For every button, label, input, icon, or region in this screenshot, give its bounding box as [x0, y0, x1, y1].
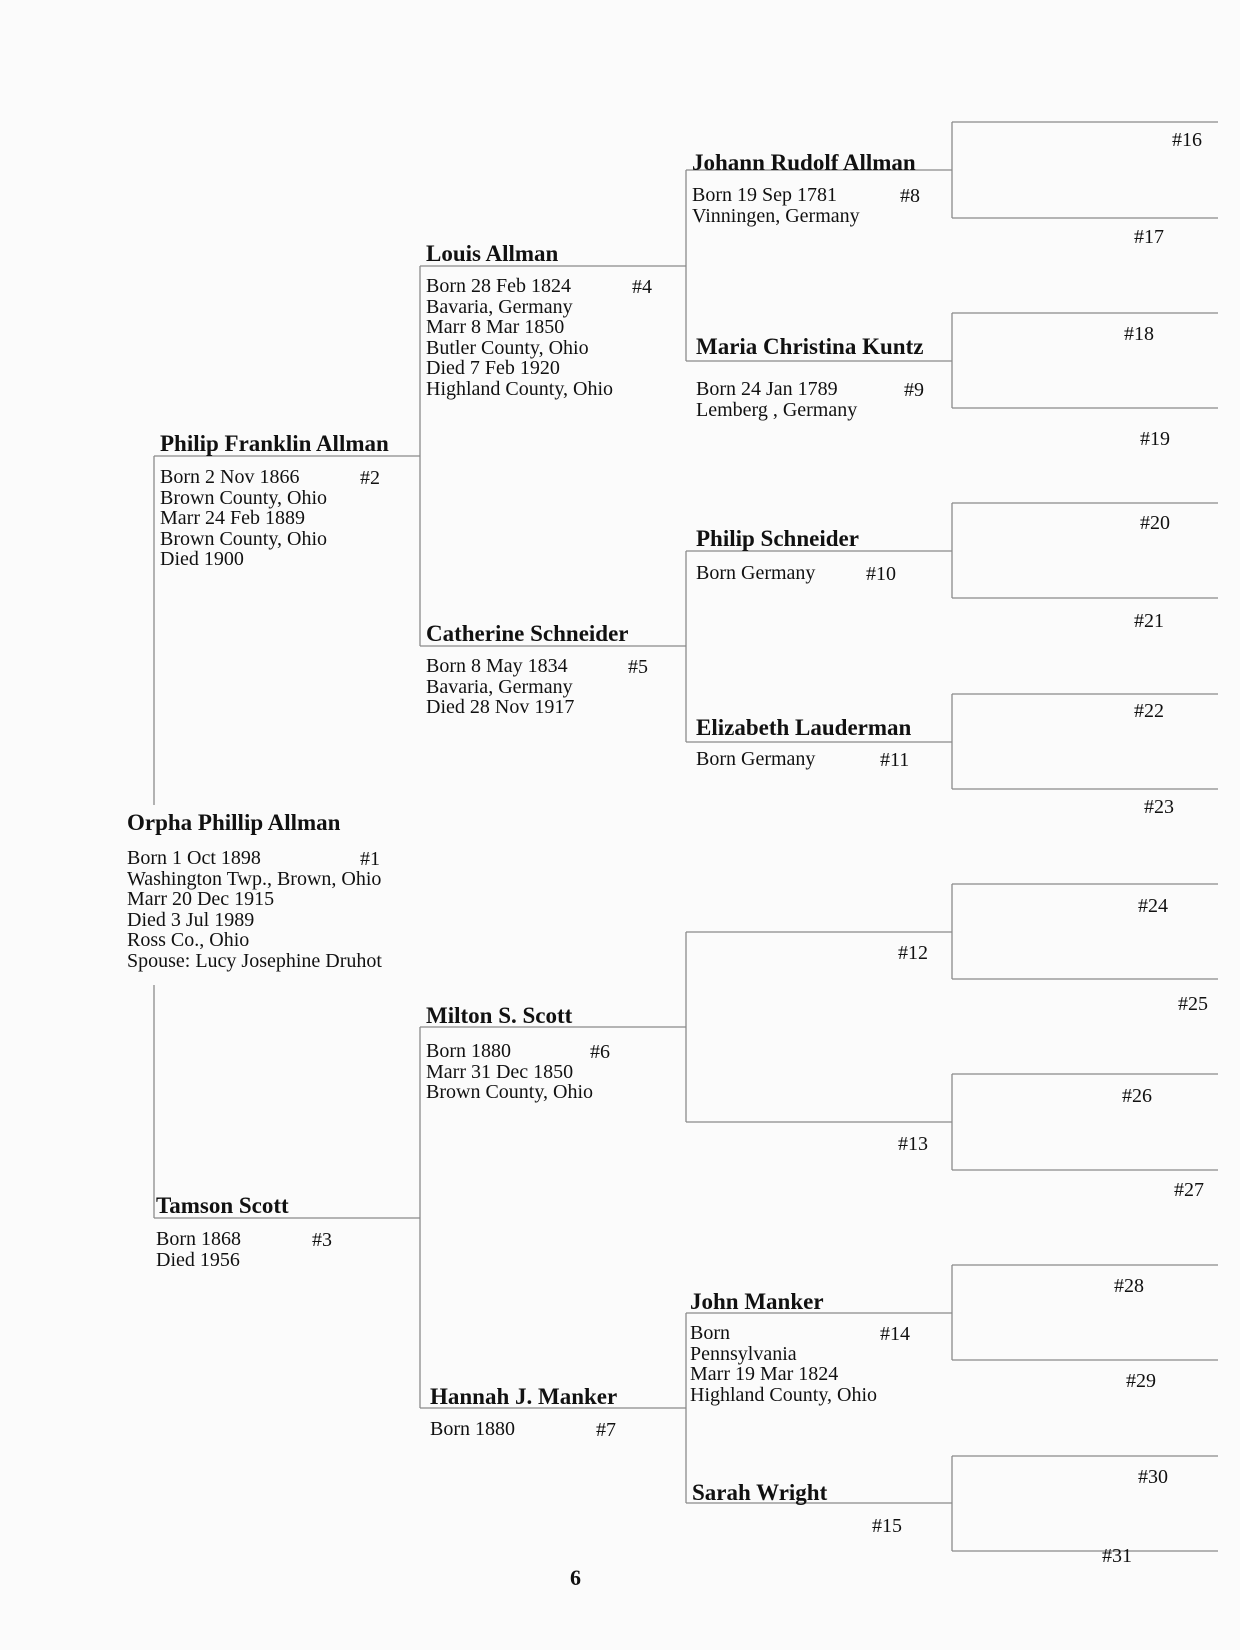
person-7-details — [430, 1419, 515, 1440]
person-7-number: #7 — [596, 1419, 616, 1441]
ancestor-number: #29 — [1126, 1370, 1156, 1392]
person-4-line: Butler County, Ohio — [426, 336, 589, 359]
person-10-line: Born Germany — [696, 562, 816, 584]
person-8-details — [692, 185, 860, 226]
person-5-name: Catherine Schneider — [426, 621, 629, 646]
person-4-line: Bavaria, Germany — [426, 295, 573, 318]
person-9-details — [696, 379, 857, 420]
person-1-line: Died 3 Jul 1989 — [127, 908, 255, 931]
person-11-line: Born Germany — [696, 748, 816, 770]
person-6-number: #6 — [590, 1041, 610, 1063]
person-8-line: Born 19 Sep 1781 — [692, 184, 837, 206]
person-2-line: Brown County, Ohio — [160, 527, 328, 550]
person-4-details — [426, 276, 613, 399]
person-9-name: Maria Christina Kuntz — [696, 334, 924, 359]
person-3-line: Died 1956 — [156, 1248, 240, 1271]
page-number: 6 — [570, 1565, 581, 1590]
person-8-name: Johann Rudolf Allman — [692, 150, 916, 175]
person-5-line: Died 28 Nov 1917 — [426, 696, 575, 718]
ancestor-number: #20 — [1140, 512, 1170, 534]
person-3-details — [156, 1229, 241, 1270]
person-14-line: Born — [690, 1322, 730, 1344]
person-12-number: #12 — [898, 942, 928, 964]
person-6-line: Brown County, Ohio — [426, 1081, 594, 1103]
person-5-line: Born 8 May 1834 — [426, 655, 568, 677]
ancestor-number: #17 — [1134, 226, 1164, 248]
person-4-line: Born 28 Feb 1824 — [426, 275, 571, 297]
person-6-line: Marr 31 Dec 1850 — [426, 1060, 574, 1083]
person-2-line: Marr 24 Feb 1889 — [160, 507, 305, 529]
person-10-details — [696, 563, 815, 584]
person-8-number: #8 — [900, 185, 920, 207]
ancestor-number: #19 — [1140, 428, 1170, 450]
person-9-number: #9 — [904, 379, 924, 401]
person-2-line: Brown County, Ohio — [160, 486, 328, 509]
person-10-number: #10 — [866, 563, 896, 585]
person-4-number: #4 — [632, 276, 652, 298]
person-1-number: #1 — [360, 848, 380, 870]
person-1-line: Marr 20 Dec 1915 — [127, 888, 275, 910]
person-14-line: Highland County, Ohio — [690, 1383, 878, 1406]
person-6-details — [426, 1041, 593, 1103]
ancestor-number: #30 — [1138, 1466, 1168, 1488]
person-14-line: Marr 19 Mar 1824 — [690, 1363, 839, 1385]
person-2-line: Born 2 Nov 1866 — [160, 466, 300, 488]
person-14-name: John Manker — [690, 1289, 824, 1314]
person-3-number: #3 — [312, 1229, 332, 1251]
person-11-details — [696, 749, 815, 770]
person-1-line: Washington Twp., Brown, Ohio — [127, 867, 382, 890]
person-1-details — [127, 848, 382, 971]
person-2-name: Philip Franklin Allman — [160, 431, 389, 456]
person-1-line: Ross Co., Ohio — [127, 929, 250, 951]
person-4-line: Marr 8 Mar 1850 — [426, 316, 565, 338]
person-5-line: Bavaria, Germany — [426, 675, 573, 698]
person-5-number: #5 — [628, 656, 648, 678]
person-14-line: Pennsylvania — [690, 1342, 797, 1365]
person-1-name: Orpha Phillip Allman — [127, 810, 341, 835]
person-7-name: Hannah J. Manker — [430, 1384, 618, 1409]
person-11-number: #11 — [880, 749, 910, 771]
person-3-line: Born 1868 — [156, 1228, 241, 1250]
ancestor-number: #24 — [1138, 895, 1168, 917]
person-1-line: Spouse: Lucy Josephine Druhot — [127, 949, 382, 972]
person-5-details — [426, 656, 574, 718]
person-15-name: Sarah Wright — [692, 1480, 828, 1505]
person-4-line: Died 7 Feb 1920 — [426, 357, 560, 379]
person-9-line: Lemberg , Germany — [696, 398, 858, 421]
person-13-number: #13 — [898, 1133, 928, 1155]
person-11-name: Elizabeth Lauderman — [696, 715, 912, 740]
ancestor-number: #27 — [1174, 1179, 1204, 1201]
person-7-line: Born 1880 — [430, 1418, 515, 1440]
ancestor-number: #16 — [1172, 129, 1202, 151]
ancestor-number: #31 — [1102, 1545, 1132, 1567]
person-4-name: Louis Allman — [426, 241, 559, 266]
ancestor-number: #18 — [1124, 323, 1154, 345]
person-3-name: Tamson Scott — [156, 1193, 289, 1218]
person-8-line: Vinningen, Germany — [692, 204, 860, 227]
person-14-number: #14 — [880, 1323, 910, 1345]
ancestor-number: #25 — [1178, 993, 1208, 1015]
person-1-line: Born 1 Oct 1898 — [127, 847, 261, 869]
person-2-number: #2 — [360, 467, 380, 489]
ancestor-number: #28 — [1114, 1275, 1144, 1297]
person-4-line: Highland County, Ohio — [426, 377, 614, 400]
person-2-line: Died 1900 — [160, 548, 244, 570]
person-10-name: Philip Schneider — [696, 526, 859, 551]
ancestor-number: #22 — [1134, 700, 1164, 722]
ancestor-number: #21 — [1134, 610, 1164, 632]
person-6-name: Milton S. Scott — [426, 1003, 573, 1028]
ancestor-number: #26 — [1122, 1085, 1152, 1107]
person-15-number: #15 — [872, 1515, 902, 1537]
ancestor-number: #23 — [1144, 796, 1174, 818]
person-6-line: Born 1880 — [426, 1040, 511, 1062]
person-9-line: Born 24 Jan 1789 — [696, 378, 838, 400]
person-14-details — [690, 1323, 877, 1405]
person-2-details — [160, 467, 327, 570]
